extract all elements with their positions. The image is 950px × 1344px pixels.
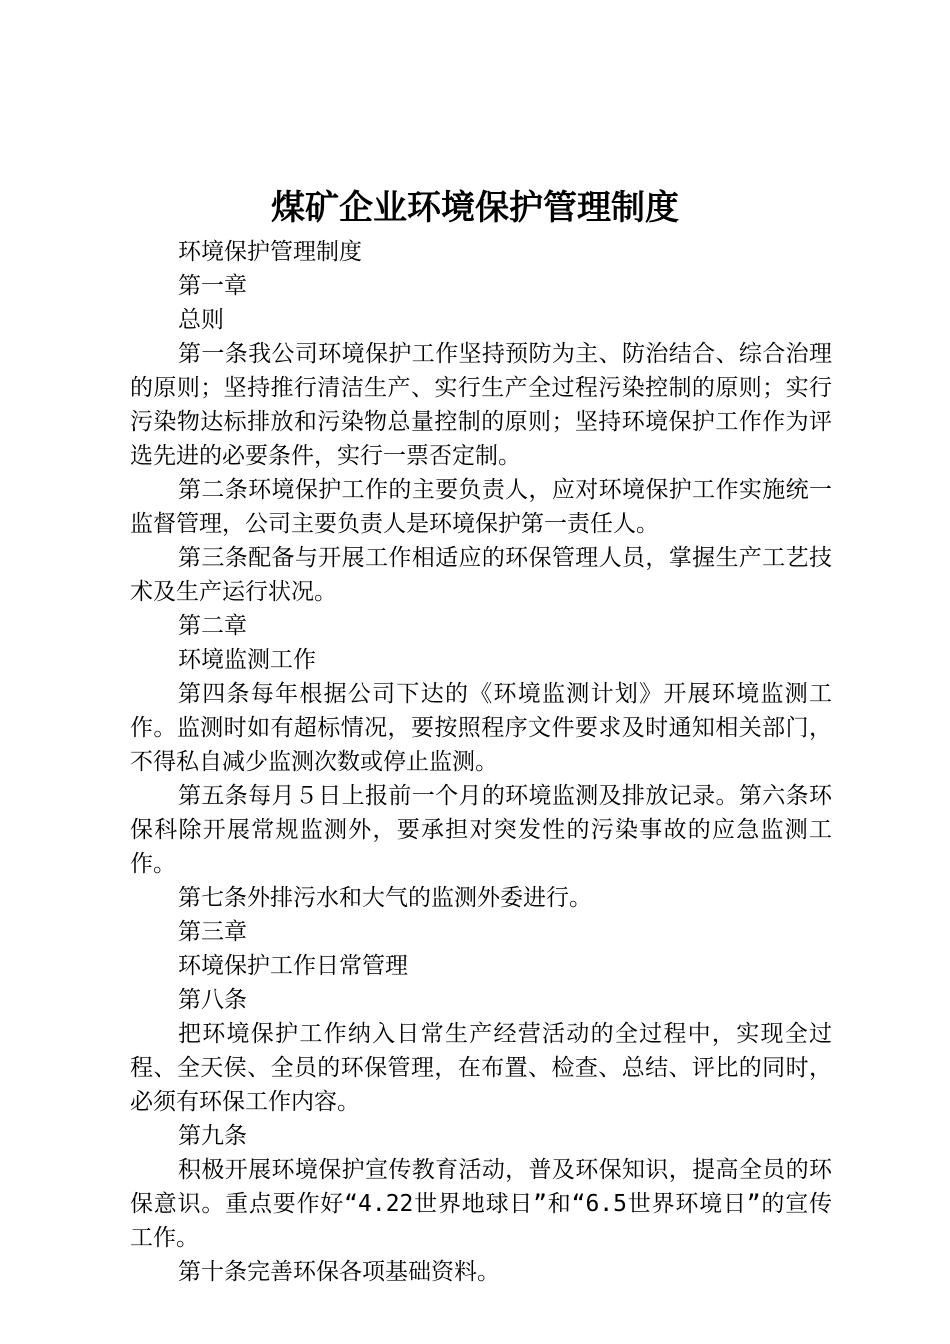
chapter-title: 环境保护工作日常管理 xyxy=(178,953,408,979)
chapter-heading: 第二章 xyxy=(178,613,247,639)
article-paragraph: 第四条每年根据公司下达的《环境监测计划》开展环境监测工作。监测时如有超标情况，要按照程序文件要求及时通知相关部门，不得私自减少监测次数或停止监测。 xyxy=(130,681,832,775)
article-paragraph: 第二条环境保护工作的主要负责人，应对环境保护工作实施统一监督管理，公司主要负责人是环境保护第一责任人。 xyxy=(130,477,832,537)
chapter-heading: 第一章 xyxy=(178,273,247,299)
chapter-title: 总则 xyxy=(178,307,224,333)
article-paragraph: 第七条外排污水和大气的监测外委进行。 xyxy=(178,885,592,911)
article-paragraph: 第十条完善环保各项基础资料。 xyxy=(178,1259,500,1285)
chapter-heading: 第三章 xyxy=(178,919,247,945)
article-paragraph: 第一条我公司环境保护工作坚持预防为主、防治结合、综合治理的原则；坚持推行清洁生产、实行生产全过程污染控制的原则；实行污染物达标排放和污染物总量控制的原则；坚持环境保护工作作为评选先进的必要条件，实行一票否定制。 xyxy=(130,341,832,469)
article-heading: 第八条 xyxy=(178,987,247,1013)
article-paragraph: 把环境保护工作纳入日常生产经营活动的全过程中，实现全过程、全天侯、全员的环保管理，在布置、检查、总结、评比的同时，必须有环保工作内容。 xyxy=(130,1021,832,1115)
chapter-title: 环境监测工作 xyxy=(178,647,316,673)
section-heading: 环境保护管理制度 xyxy=(178,239,362,265)
article-heading: 第九条 xyxy=(178,1123,247,1149)
article-paragraph: 第五条每月５日上报前一个月的环境监测及排放记录。第六条环保科除开展常规监测外，要承担对突发性的污染事故的应急监测工作。 xyxy=(130,783,832,877)
article-paragraph: 积极开展环境保护宣传教育活动，普及环保知识，提高全员的环保意识。重点要作好“4.22世界地球日”和“6.5世界环境日”的宣传工作。 xyxy=(130,1157,832,1251)
document-title: 煤矿企业环境保护管理制度 xyxy=(271,188,679,228)
document-body xyxy=(130,235,832,1289)
article-paragraph: 第三条配备与开展工作相适应的环保管理人员，掌握生产工艺技术及生产运行状况。 xyxy=(130,545,832,605)
